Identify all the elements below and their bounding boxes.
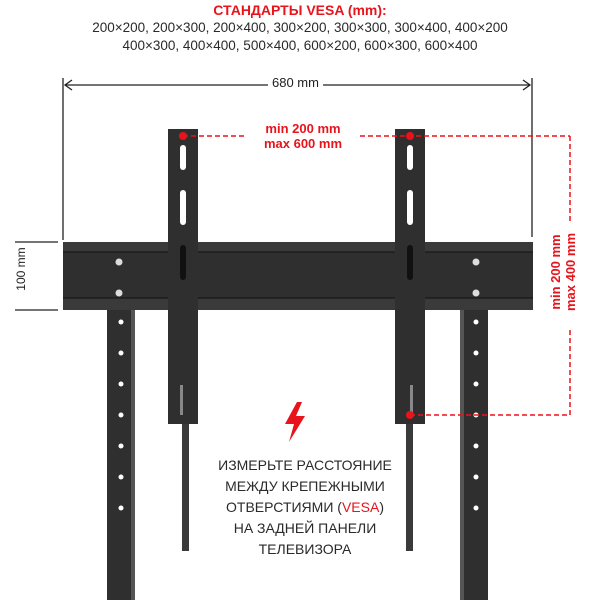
left-bracket <box>168 129 198 551</box>
vesa-highlight: VESA <box>341 499 380 515</box>
vesa-standards-list-2: 400×300, 400×400, 500×400, 600×200, 600×300, 600×400 <box>122 38 478 53</box>
instruction-text: ОТВЕРСТИЯМИ ( <box>226 499 342 515</box>
instruction-line-3 <box>195 497 415 518</box>
right-post <box>460 305 488 600</box>
width-label: 680 mm <box>268 75 323 90</box>
instruction-text: ) <box>379 499 384 515</box>
width-dimension-line <box>63 78 532 240</box>
vesa-standards-title: СТАНДАРТЫ VESA (mm): <box>213 2 387 18</box>
instruction-line-1: ИЗМЕРЬТЕ РАССТОЯНИЕ <box>218 457 392 473</box>
left-post <box>107 305 135 600</box>
lightning-icon <box>285 402 305 442</box>
instruction-line-5: ТЕЛЕВИЗОРА <box>258 541 352 557</box>
horizontal-max-label: max 600 mm <box>263 136 343 151</box>
instruction-line-2: МЕЖДУ КРЕПЕЖНЫМИ <box>225 478 385 494</box>
instruction-line-4: НА ЗАДНЕЙ ПАНЕЛИ <box>233 520 377 536</box>
horizontal-min-label: min 200 mm <box>265 121 341 136</box>
vesa-standards-list-1: 200×200, 200×300, 200×400, 300×200, 300×300, 300×400, 400×200 <box>92 20 508 35</box>
crossbar <box>63 242 533 310</box>
measure-instruction <box>195 455 415 560</box>
horizontal-vesa-range <box>248 121 358 151</box>
height-label: 100 mm <box>14 247 28 291</box>
vertical-max-label: max 400 mm <box>563 232 578 312</box>
vertical-vesa-range <box>548 227 578 317</box>
vertical-min-label: min 200 mm <box>548 234 563 310</box>
